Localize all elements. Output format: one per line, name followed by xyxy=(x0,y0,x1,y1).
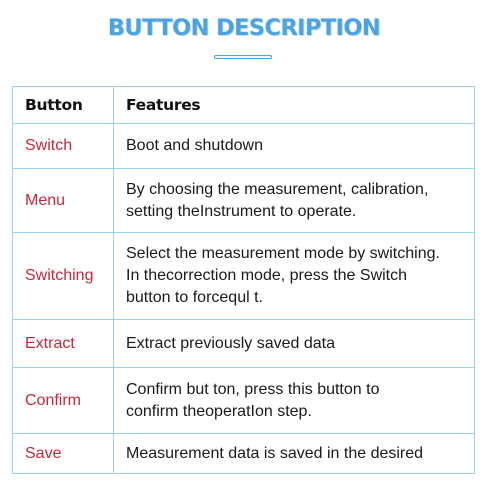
title-underline-decoration xyxy=(214,55,272,59)
button-description-table xyxy=(12,86,475,474)
features-line: confirm theoperatIon step. xyxy=(126,402,312,420)
column-header-button: Button xyxy=(13,87,114,124)
features-line: button to forcequl t. xyxy=(126,289,263,306)
features-cell xyxy=(114,368,475,434)
table-row xyxy=(13,320,475,368)
column-header-features: Features xyxy=(114,87,475,124)
table-header-row xyxy=(13,87,475,124)
table-row xyxy=(13,124,475,169)
features-line: In thecorrection mode, press the Switch xyxy=(126,267,408,284)
button-name-cell: Menu xyxy=(13,169,114,233)
features-line: By choosing the measurement, calibration, xyxy=(126,180,429,198)
button-name-cell: Confirm xyxy=(13,368,114,434)
button-name-cell: Extract xyxy=(13,320,114,368)
features-cell xyxy=(114,233,475,320)
features-line: Extract previously saved data xyxy=(126,334,335,352)
table-row xyxy=(13,169,475,233)
button-name-cell: Switch xyxy=(13,124,114,169)
page-title: BUTTON DESCRIPTION xyxy=(107,15,381,41)
features-cell xyxy=(114,169,475,233)
table-row xyxy=(13,368,475,434)
features-line: Measurement data is saved in the desired xyxy=(126,444,424,462)
features-line: Select the measurement mode by switching. xyxy=(126,245,440,262)
features-cell xyxy=(114,434,475,474)
table-row xyxy=(13,233,475,320)
features-cell xyxy=(114,124,475,169)
button-name-cell: Switching xyxy=(13,233,114,320)
button-name-cell: Save xyxy=(13,434,114,474)
features-cell xyxy=(114,320,475,368)
table-row xyxy=(13,434,475,474)
features-line: Boot and shutdown xyxy=(126,137,263,154)
features-line: Confirm but ton, press this button to xyxy=(126,380,380,398)
features-line: setting theInstrument to operate. xyxy=(126,202,357,220)
